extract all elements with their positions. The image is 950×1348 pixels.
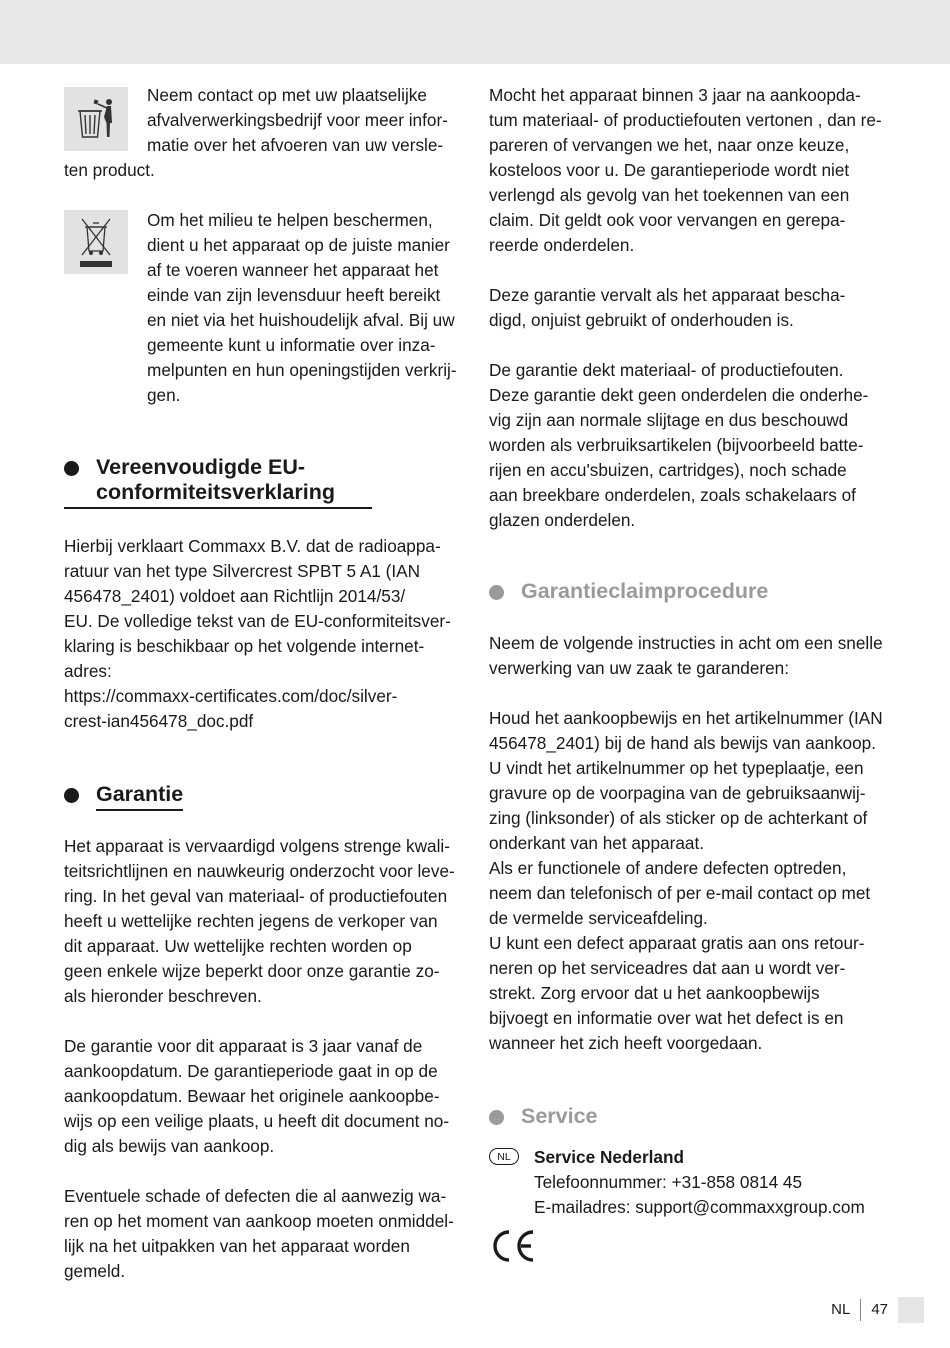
claim-instructions-paragraph (489, 706, 889, 1056)
claim-line: neren op het serviceadres dat aan u wordt ver- (489, 958, 846, 978)
warranty-line: rijen en accu'sbuizen, cartridges), noch schade (489, 460, 847, 480)
claim-line: U kunt een defect apparaat gratis aan ons retour- (489, 933, 865, 953)
environment-line: gemeente kunt u informatie over inza- (147, 335, 436, 355)
garantie-line: lijk na het uitpakken van het apparaat worden (64, 1236, 410, 1256)
ce-mark-icon (489, 1228, 537, 1264)
garantie-line: teitsrichtlijnen en nauwkeurig onderzocht voor leve- (64, 861, 455, 881)
page-number: 47 (871, 1301, 888, 1318)
eu-heading-underline (64, 507, 372, 509)
garantie-line: geen enkele wijze beperkt door onze garantie zo- (64, 961, 440, 981)
warranty-line: tum materiaal- of productiefouten vertonen , dan re- (489, 110, 882, 130)
eu-declaration-text (64, 534, 460, 734)
eu-heading-line-2: conformiteitsverklaring (96, 480, 335, 504)
warranty-line: vig zijn aan normale slijtage en dus beschouwd (489, 410, 849, 430)
warranty-repair-paragraph (489, 83, 889, 258)
waste-disposal-block (64, 83, 460, 183)
claim-intro-paragraph (489, 631, 889, 681)
environment-line: af te voeren wanneer het apparaat het (147, 260, 439, 280)
eu-line: klaring is beschikbaar op het volgende internet- (64, 636, 425, 656)
garantie-line: wijs op een veilige plaats, u heeft dit document no- (64, 1111, 450, 1131)
garantie-paragraph-2 (64, 1034, 460, 1159)
waste-disposal-text-1: Neem contact op met uw plaatselijke (147, 85, 427, 105)
claim-line: bijvoegt en informatie over wat het defect is en (489, 1008, 844, 1028)
bullet-icon (64, 461, 79, 476)
eu-line: ratuur van het type Silvercrest SPBT 5 A1 (IAN (64, 561, 421, 581)
garantie-heading-text: Garantie (96, 782, 183, 811)
warranty-line: aan breekbare onderdelen, zoals schakelaars of (489, 485, 856, 505)
bullet-icon (489, 585, 504, 600)
warranty-line: pareren of vervangen we het, naar onze keuze, (489, 135, 850, 155)
garantie-heading (64, 782, 460, 811)
warranty-line: Deze garantie dekt geen onderdelen die onderhe- (489, 385, 869, 405)
warranty-void-paragraph (489, 283, 889, 333)
claim-line: gravure op de voorpagina van de gebruiksaanwij- (489, 783, 866, 803)
warranty-line: kosteloos voor u. De garantieperiode wordt niet (489, 160, 850, 180)
warranty-line: Mocht het apparaat binnen 3 jaar na aankoopda- (489, 85, 861, 105)
waste-disposal-text-4: ten product. (64, 160, 155, 180)
certificate-url-line[interactable]: https://commaxx-certificates.com/doc/silver- (64, 686, 398, 706)
warranty-line: worden als verbruiksartikelen (bijvoorbeeld batte- (489, 435, 864, 455)
environment-line: melpunten en hun openingstijden verkrij- (147, 360, 457, 380)
garantie-line: ren op het moment van aankoop moeten onmiddel- (64, 1211, 454, 1231)
environment-line: en niet via het huishoudelijk afval. Bij uw (147, 310, 455, 330)
eu-declaration-heading (64, 455, 460, 509)
garantie-line: dit apparaat. Uw wettelijke rechten worden op (64, 936, 412, 956)
garantie-line: Eventuele schade of defecten die al aanwezig wa- (64, 1186, 447, 1206)
warranty-line: De garantie dekt materiaal- of productiefouten. (489, 360, 844, 380)
eu-line: adres: (64, 661, 112, 681)
claim-line: Houd het aankoopbewijs en het artikelnummer (IAN (489, 708, 883, 728)
garantie-paragraph-1 (64, 834, 460, 1009)
certificate-url-line[interactable]: crest-ian456478_doc.pdf (64, 711, 254, 731)
bullet-icon (64, 788, 79, 803)
garantie-line: dig als bewijs van aankoop. (64, 1136, 275, 1156)
crossed-bin-icon (64, 210, 128, 274)
garantie-line: als hieronder beschreven. (64, 986, 262, 1006)
warranty-line: Deze garantie vervalt als het apparaat bescha- (489, 285, 846, 305)
service-email[interactable]: E-mailadres: support@commaxxgroup.com (534, 1197, 865, 1217)
waste-disposal-text-3: matie over het afvoeren van uw versle- (147, 135, 444, 155)
claim-line: neem dan telefonisch of per e-mail contact op met (489, 883, 871, 903)
environment-line: Om het milieu te helpen beschermen, (147, 210, 433, 230)
claim-line: Als er functionele of andere defecten optreden, (489, 858, 847, 878)
claim-line: de vermelde serviceafdeling. (489, 908, 708, 928)
waste-disposal-text-2: afvalverwerkingsbedrijf voor meer infor- (147, 110, 448, 130)
claim-procedure-heading-text: Garantieclaimprocedure (521, 579, 769, 603)
garantie-line: aankoopdatum. Bewaar het originele aankoopbe- (64, 1086, 440, 1106)
garantie-line: De garantie voor dit apparaat is 3 jaar vanaf de (64, 1036, 423, 1056)
warranty-line: claim. Dit geldt ook voor vervangen en gerepa- (489, 210, 846, 230)
claim-line: 456478_2401) bij de hand als bewijs van aankoop. (489, 733, 877, 753)
garantie-paragraph-3 (64, 1184, 460, 1284)
service-heading-text: Service (521, 1104, 598, 1128)
service-contact-block (489, 1145, 889, 1220)
claim-line: zing (linksonder) of als sticker op de achterkant of (489, 808, 868, 828)
environment-line: einde van zijn levensduur heeft bereikt (147, 285, 441, 305)
environment-line: dient u het apparaat op de juiste manier (147, 235, 450, 255)
eu-line: EU. De volledige tekst van de EU-conformiteitsver- (64, 611, 451, 631)
trash-bin-icon (64, 87, 128, 151)
claim-procedure-heading (489, 579, 889, 606)
garantie-line: heeft u wettelijke rechten jegens de verkoper van (64, 911, 438, 931)
right-column (489, 83, 889, 1264)
warranty-line: glazen onderdelen. (489, 510, 636, 530)
warranty-line: digd, onjuist gebruikt of onderhouden is. (489, 310, 794, 330)
top-header-bar (0, 0, 950, 64)
claim-line: wanneer het zich heeft voorgedaan. (489, 1033, 763, 1053)
warranty-coverage-paragraph (489, 358, 889, 533)
claim-line: Neem de volgende instructies in acht om een snelle (489, 633, 883, 653)
footer-language: NL (831, 1299, 861, 1321)
environment-block (64, 208, 460, 408)
service-name: Service Nederland (534, 1147, 684, 1167)
claim-line: verwerking van uw zaak te garanderen: (489, 658, 789, 678)
bullet-icon (489, 1110, 504, 1125)
nl-country-badge: NL (489, 1148, 519, 1165)
claim-line: strekt. Zorg ervoor dat u het aankoopbewijs (489, 983, 820, 1003)
environment-line: gen. (147, 385, 181, 405)
garantie-line: aankoopdatum. De garantieperiode gaat in op de (64, 1061, 438, 1081)
environment-text (147, 208, 460, 408)
garantie-line: ring. In het geval van materiaal- of productiefouten (64, 886, 448, 906)
claim-line: onderkant van het apparaat. (489, 833, 705, 853)
garantie-line: Het apparaat is vervaardigd volgens strenge kwali- (64, 836, 450, 856)
eu-heading-line-1: Vereenvoudigde EU- (96, 455, 306, 479)
claim-line: U vindt het artikelnummer op het typeplaatje, een (489, 758, 864, 778)
footer-tab-marker (898, 1297, 924, 1323)
garantie-line: gemeld. (64, 1261, 126, 1281)
warranty-line: reerde onderdelen. (489, 235, 635, 255)
eu-line: Hierbij verklaart Commaxx B.V. dat de radioappa- (64, 536, 441, 556)
page-footer (831, 1296, 924, 1324)
warranty-line: verlengd als gevolg van het toekennen van een (489, 185, 850, 205)
service-phone: Telefoonnummer: +31-858 0814 45 (534, 1172, 803, 1192)
eu-line: 456478_2401) voldoet aan Richtlijn 2014/53/ (64, 586, 406, 606)
left-column (64, 83, 460, 1284)
service-heading (489, 1104, 889, 1131)
